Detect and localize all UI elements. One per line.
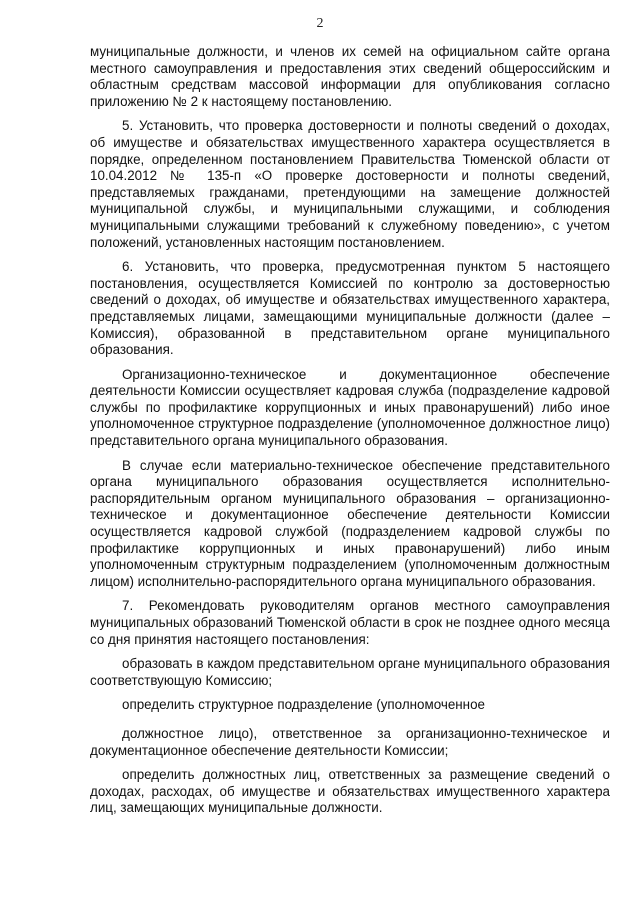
paragraph-item-7-define-unit-cont: должностное лицо), ответственное за организационно-техническое и документационное обеспечение деятельности Комиссии;: [90, 725, 610, 758]
paragraph-item-7-form: образовать в каждом представительном органе муниципального образования соответствующую Комиссию;: [90, 656, 610, 688]
page-number: 2: [316, 16, 324, 31]
paragraph-item-6: 6. Установить, что проверка, предусмотренная пунктом 5 настоящего постановления, осуществляется Комиссией по контролю за достоверностью сведений о доходах, об имуществе и обязательствах имущественного характера, представляемых лицами, замещающими муниципальные должности (далее – Комиссия), образованной в представительном органе муниципального образования.: [90, 259, 610, 358]
document-body: [90, 44, 610, 825]
paragraph-item-7: 7. Рекомендовать руководителям органов местного самоуправления муниципальных образований Тюменской области в срок не позднее одного месяца со дня принятия настоящего постановления:: [90, 598, 610, 647]
paragraph-material-support: В случае если материально-техническое обеспечение представительного органа муниципального образования осуществляется исполнительно-распорядительным органом муниципального образования – организационно-техническое и документационное обеспечение деятельности Комиссии осуществляется кадровой службой (подразделением кадровой службы по профилактике коррупционных и иных правонарушений) либо иным уполномоченным структурным подразделением (уполномоченным должностным лицом) исполнительно-распорядительного органа муниципального образования.: [90, 457, 610, 589]
paragraph-item-5: 5. Установить, что проверка достоверности и полноты сведений о доходах, об имуществе и обязательствах имущественного характера осуществляется в порядке, определенном постановлением Правительства Тюменской области от 10.04.2012 № 135-п «О проверке достоверности и полноты сведений, представляемых гражданами, претендующими на замещение должностей муниципальной службы, и муниципальными служащими, и соблюдения муниципальными служащими требований к служебному поведению», с учетом положений, установленных настоящим постановлением.: [90, 118, 610, 250]
paragraph-item-7-define-officials: определить должностных лиц, ответственных за размещение сведений о доходах, расходах, об имуществе и обязательствах имущественного характера лиц, замещающих муниципальные должности.: [90, 767, 610, 816]
paragraph-item-7-define-unit: определить структурное подразделение (уполномоченное: [122, 697, 485, 713]
paragraph-org-support: Организационно-техническое и документационное обеспечение деятельности Комиссии осуществляет кадровая служба (подразделение кадровой службы по профилактике коррупционных и иных правонарушений) либо иное уполномоченное структурное подразделение (уполномоченное должностное лицо) представительного органа муниципального образования.: [90, 366, 610, 449]
paragraph-continuation: муниципальные должности, и членов их семей на официальном сайте органа местного самоуправления и предоставления этих сведений общероссийским и областным средствам массовой информации для опубликования согласно приложению № 2 к настоящему постановлению.: [90, 44, 610, 109]
